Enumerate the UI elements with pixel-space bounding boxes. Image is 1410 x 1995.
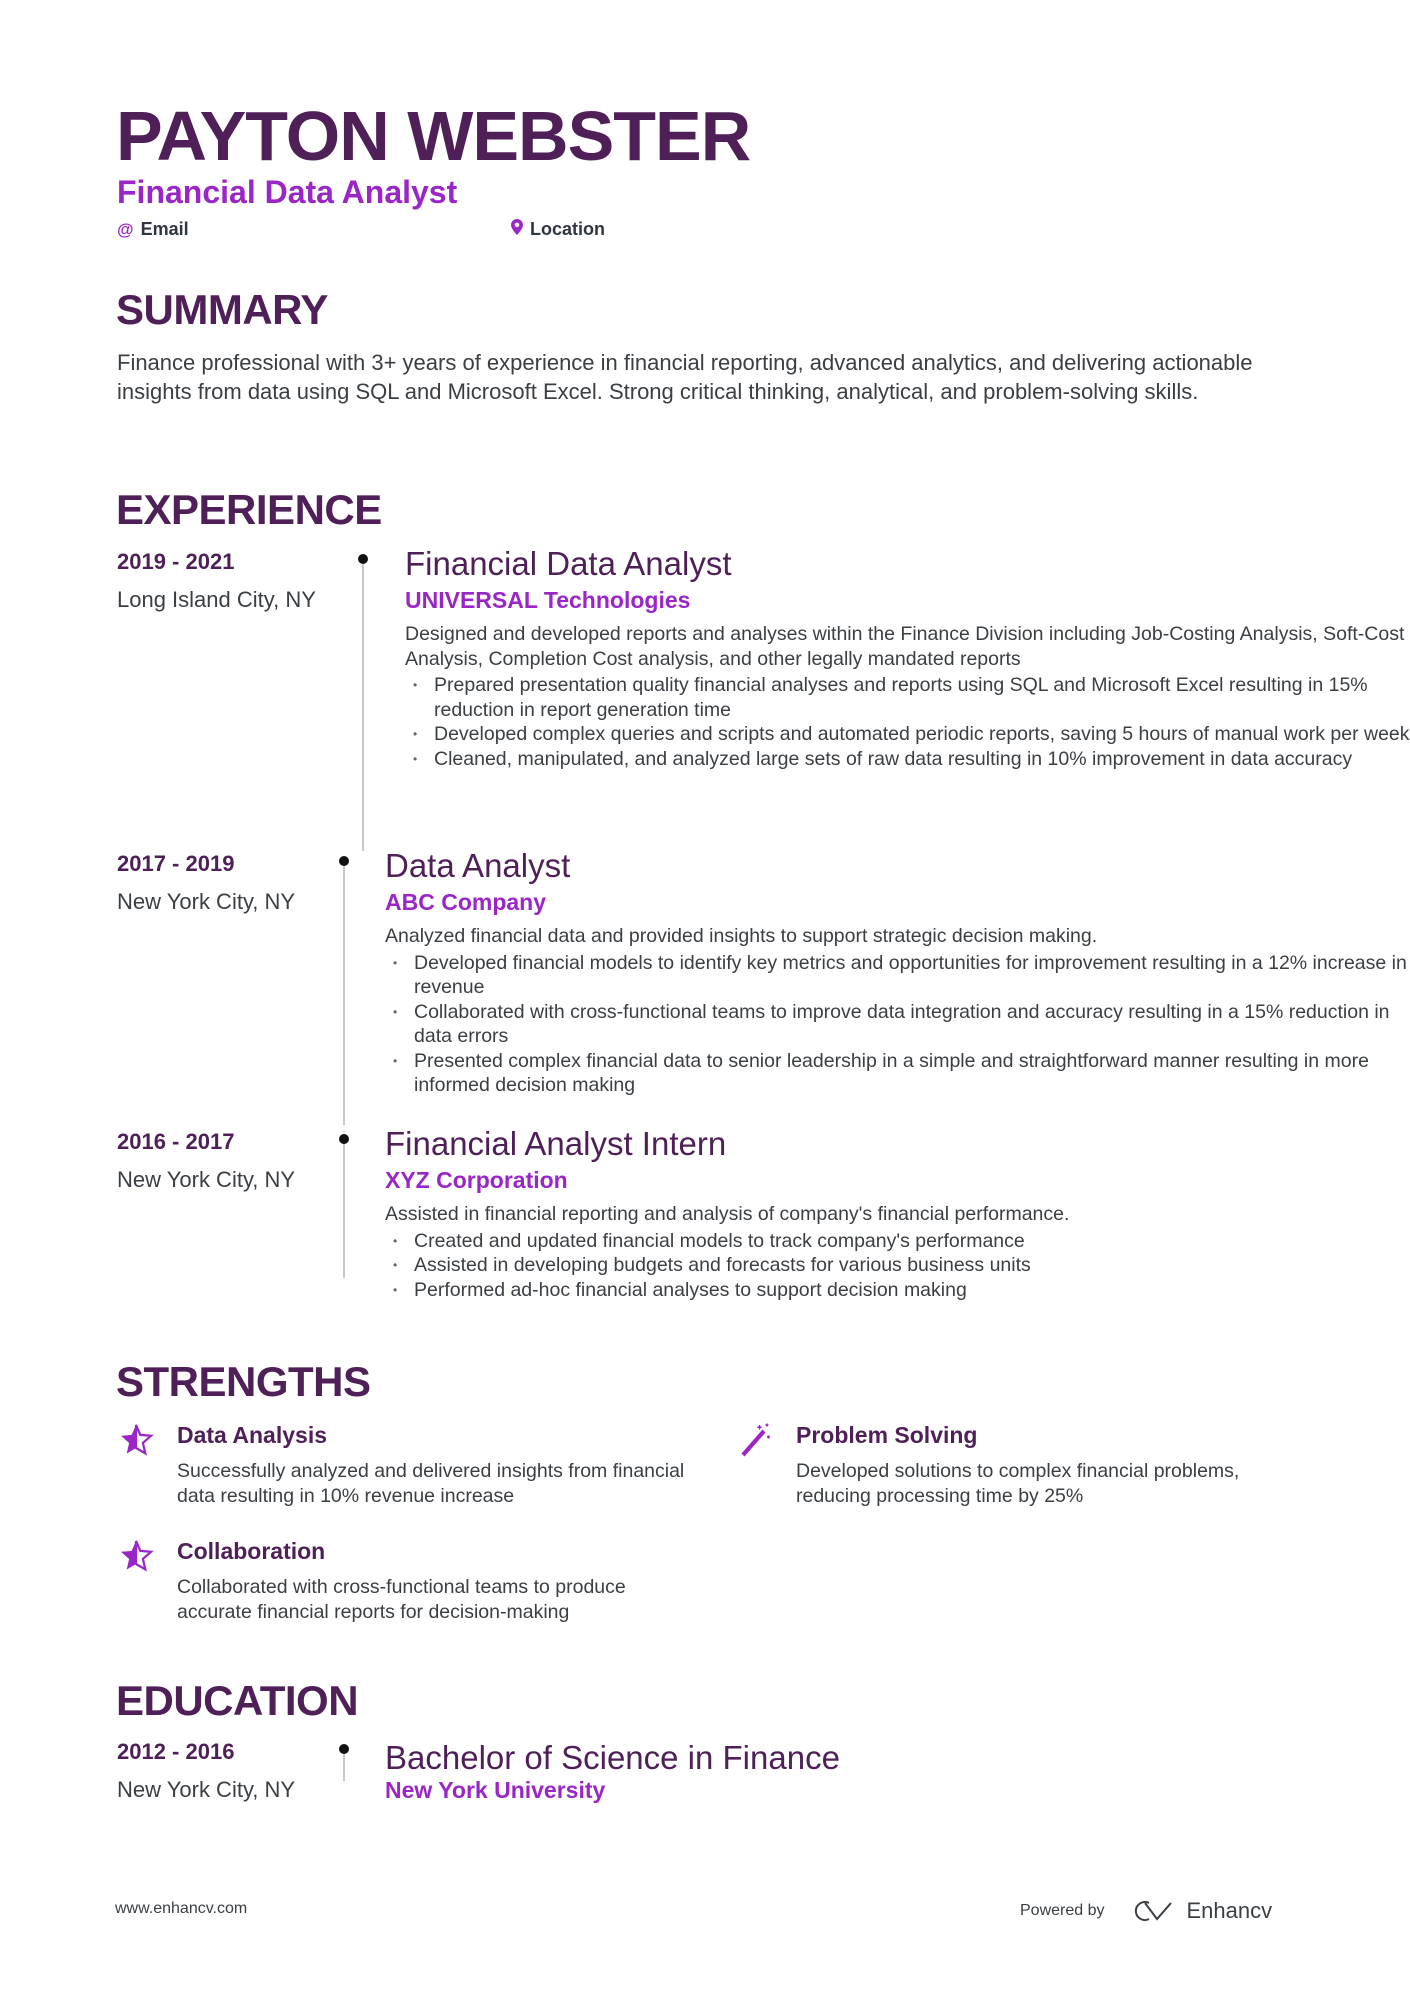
entry-description: Assisted in financial reporting and analysis of company's financial performance. <box>385 1203 1070 1225</box>
timeline-line <box>343 1751 345 1781</box>
bullet: • Developed complex queries and scripts and automated periodic reports, saving 5 hours of manual work per week <box>405 722 1410 747</box>
entry-description: Analyzed financial data and provided insights to support strategic decision making. <box>385 925 1098 947</box>
candidate-title: Financial Data Analyst <box>117 174 458 210</box>
timeline-dot <box>339 1744 349 1754</box>
star-icon <box>118 1422 154 1458</box>
experience-heading: EXPERIENCE <box>116 486 382 533</box>
strengths-heading: STRENGTHS <box>116 1358 371 1405</box>
summary-heading: SUMMARY <box>116 286 328 333</box>
entry-location: Long Island City, NY <box>117 587 316 612</box>
candidate-name: PAYTON WEBSTER <box>116 97 751 175</box>
timeline-line <box>362 561 364 851</box>
at-icon: @ <box>117 219 134 239</box>
strength-description: Developed solutions to complex financial problems, reducing processing time by 25% <box>796 1460 1240 1507</box>
entry-bullets <box>405 673 1410 771</box>
education-location: New York City, NY <box>117 1777 296 1802</box>
location-contact <box>511 219 605 240</box>
map-pin-icon <box>511 219 523 240</box>
entry-bullets <box>385 951 1410 1098</box>
education-school: New York University <box>385 1777 606 1803</box>
summary-text: Finance professional with 3+ years of experience in financial reporting, advanced analytics, and delivering actionable insights from data using SQL and Microsoft Excel. Strong critical thinking, analytical, and problem-solving skills. <box>117 350 1253 404</box>
bullet: • Developed financial models to identify key metrics and opportunities for improvement resulting in a 12% increase in revenue <box>385 951 1410 1000</box>
entry-role: Financial Analyst Intern <box>385 1125 727 1162</box>
bullet: • Created and updated financial models to track company's performance <box>385 1229 1410 1254</box>
timeline-dot <box>358 554 368 564</box>
entry-company: ABC Company <box>385 889 547 915</box>
email-label: Email <box>140 219 189 239</box>
entry-company: XYZ Corporation <box>385 1167 568 1193</box>
timeline-dot <box>339 856 349 866</box>
enhancv-logo[interactable] <box>1131 1898 1273 1924</box>
strength-title: Data Analysis <box>177 1422 327 1448</box>
education-dates: 2012 - 2016 <box>117 1739 235 1764</box>
entry-dates: 2016 - 2017 <box>117 1129 235 1154</box>
bullet: • Cleaned, manipulated, and analyzed large sets of raw data resulting in 10% improvement in data accuracy <box>405 747 1410 772</box>
strength-title: Problem Solving <box>796 1422 978 1448</box>
magic-wand-icon <box>737 1422 773 1458</box>
footer-website[interactable]: www.enhancv.com <box>115 1900 248 1917</box>
entry-role: Data Analyst <box>385 847 571 884</box>
bullet: • Prepared presentation quality financial analyses and reports using SQL and Microsoft Excel resulting in 15% reduction in report generation time <box>405 673 1410 722</box>
entry-location: New York City, NY <box>117 1167 296 1192</box>
brand-name: Enhancv <box>1186 1898 1273 1923</box>
bullet: • Collaborated with cross-functional teams to improve data integration and accuracy resulting in a 15% reduction in data errors <box>385 1000 1410 1049</box>
entry-role: Financial Data Analyst <box>405 545 732 582</box>
powered-by <box>1020 1898 1272 1924</box>
bullet: • Assisted in developing budgets and forecasts for various business units <box>385 1253 1410 1278</box>
strength-description: Successfully analyzed and delivered insights from financial data resulting in 10% revenue increase <box>177 1460 685 1507</box>
timeline-dot <box>339 1134 349 1144</box>
email-contact[interactable] <box>117 219 189 240</box>
bullet: • Performed ad-hoc financial analyses to support decision making <box>385 1278 1410 1303</box>
strength-title: Collaboration <box>177 1538 326 1564</box>
enhancv-logo-icon <box>1131 1899 1177 1923</box>
entry-description: Designed and developed reports and analyses within the Finance Division including Job-Costing Analysis, Soft-Cost Analysis, Completion Cost analysis, and other legally mandated reports <box>405 623 1405 670</box>
entry-dates: 2019 - 2021 <box>117 549 235 574</box>
education-degree: Bachelor of Science in Finance <box>385 1739 840 1776</box>
star-icon <box>118 1538 154 1574</box>
timeline-line <box>343 863 345 1125</box>
entry-dates: 2017 - 2019 <box>117 851 235 876</box>
strength-description: Collaborated with cross-functional teams to produce accurate financial reports for decision-making <box>177 1576 626 1623</box>
location-label: Location <box>530 219 605 239</box>
education-heading: EDUCATION <box>116 1677 359 1724</box>
entry-company: UNIVERSAL Technologies <box>405 587 691 613</box>
timeline-line <box>343 1141 345 1278</box>
entry-location: New York City, NY <box>117 889 296 914</box>
powered-by-label: Powered by <box>1020 1902 1105 1919</box>
bullet: • Presented complex financial data to senior leadership in a simple and straightforward manner resulting in more informed decision making <box>385 1049 1410 1098</box>
entry-bullets <box>385 1229 1410 1303</box>
